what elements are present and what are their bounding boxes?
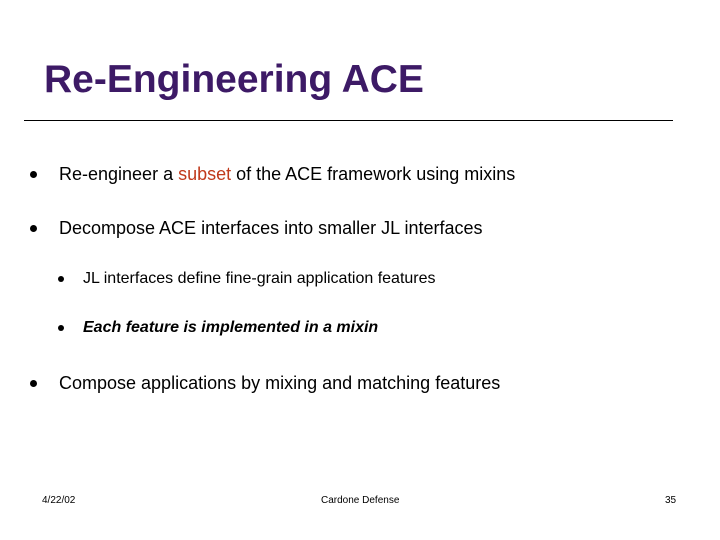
bullet-item <box>30 218 483 239</box>
bullet-dot-icon <box>58 276 64 282</box>
page-number: 35 <box>665 495 677 506</box>
bullet-text: Each feature is implemented in a mixin <box>83 319 379 336</box>
footer-center-text: Cardone Defense <box>321 495 400 506</box>
bullet-text <box>59 164 515 185</box>
bullet-text: Decompose ACE interfaces into smaller JL interfaces <box>59 218 483 238</box>
bullet-text: JL interfaces define fine-grain application features <box>83 270 436 287</box>
bullet-text: Compose applications by mixing and matching features <box>59 373 501 393</box>
slide-title: Re-Engineering ACE <box>44 58 424 101</box>
sub-bullet-item <box>58 270 436 288</box>
bullet-item <box>30 164 515 185</box>
bullet-dot-icon <box>30 171 37 178</box>
bullet-dot-icon <box>30 225 37 232</box>
bullet-text-part: of the ACE framework using mixins <box>231 164 516 184</box>
bullet-dot-icon <box>58 325 64 331</box>
sub-bullet-item <box>58 319 378 337</box>
bullet-item <box>30 373 500 394</box>
highlighted-word: subset <box>178 164 232 184</box>
bullet-text-part: Re-engineer a <box>59 164 179 184</box>
bullet-dot-icon <box>30 380 37 387</box>
title-divider <box>24 120 673 121</box>
footer-date: 4/22/02 <box>42 495 76 506</box>
